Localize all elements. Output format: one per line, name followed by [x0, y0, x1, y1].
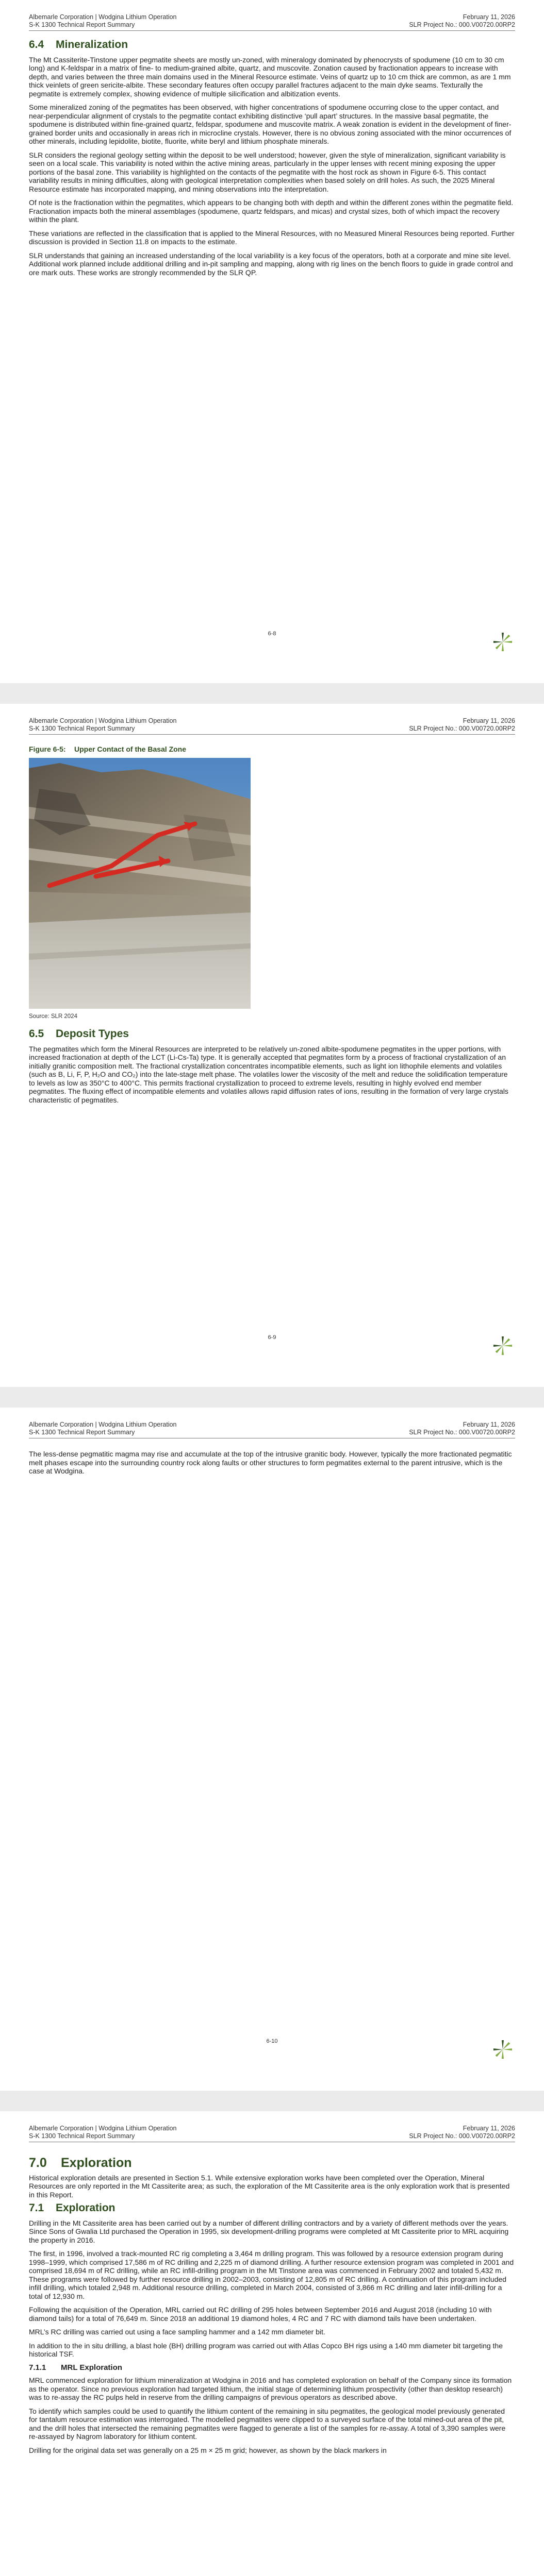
- header-project-no: SLR Project No.: 000.V00720.00RP2: [409, 1429, 515, 1436]
- header-date: February 11, 2026: [463, 1421, 515, 1428]
- page-body: [29, 41, 515, 282]
- page-body: [29, 1450, 515, 1481]
- page-header: [29, 2125, 515, 2140]
- header-date: February 11, 2026: [463, 13, 515, 21]
- subsubsection-title: MRL Exploration: [61, 2363, 122, 2372]
- paragraph: MRL’s RC drilling was carried out using a face sampling hammer and a 142 mm diameter bit.: [29, 2328, 325, 2336]
- section-title: Deposit Types: [56, 1028, 129, 1040]
- subsection-heading-exploration: [29, 2204, 515, 2213]
- section-title: Exploration: [61, 2156, 132, 2170]
- paragraph: The less-dense pegmatitic magma may rise and accumulate at the top of the intrusive granitic body. However, typically the more fractionated pegmatitic melt phases escape into the surrounding country rock along faults or other structures to form pegmatites external to the parent intrusive, which is the case at Wodgina.: [29, 1450, 512, 1475]
- header-report-type: S-K 1300 Technical Report Summary: [29, 1429, 135, 1436]
- document-page-2: [0, 704, 544, 1387]
- figure-number: Figure 6-5:: [29, 745, 66, 753]
- section-number: 7.0: [29, 2156, 47, 2170]
- document-page-3: [0, 1408, 544, 2091]
- header-company: Albemarle Corporation | Wodgina Lithium Operation: [29, 717, 177, 724]
- slr-logo-icon: [491, 2038, 514, 2061]
- subsection-title: Exploration: [56, 2202, 116, 2214]
- figure-caption: [29, 745, 515, 754]
- page-number: 6-9: [268, 1334, 276, 1341]
- document-page-1: [0, 0, 544, 683]
- pit-wall-photograph: [29, 758, 251, 1009]
- header-report-type: S-K 1300 Technical Report Summary: [29, 21, 135, 28]
- header-report-type: S-K 1300 Technical Report Summary: [29, 725, 135, 732]
- section-title: Mineralization: [56, 39, 128, 50]
- section-heading-deposit-types: [29, 1030, 515, 1039]
- section-number: 6.5: [29, 1028, 44, 1040]
- header-company: Albemarle Corporation | Wodgina Lithium Operation: [29, 2125, 177, 2132]
- subsection-number: 7.1: [29, 2202, 44, 2214]
- header-project-no: SLR Project No.: 000.V00720.00RP2: [409, 725, 515, 732]
- page-body: [29, 2156, 515, 2460]
- subsubsection-heading-mrl-exploration: [29, 2364, 515, 2372]
- paragraph: The pegmatites which form the Mineral Resources are interpreted to be relatively un-zoned albite-spodumene pegmatites in the upper portions, with increased fractionation at depth of the LCT (Li-Cs-Ta) type. It is generally accepted that pegmatites form by a process of fractional crystallization of an initially granitic composition melt. The fractional crystallization concentrates incompatible elements, such as light ion lithophile elements and volatiles (such as B, Li, F, P, H₂O and CO₂) into the late-stage melt phase. The volatiles lower the viscosity of the melt and reduce the solidification temperature to levels as low as 350°C to 400°C. This permits fractional crystallization to proceed to extreme levels, resulting in highly evolved end member pegmatites. The fluxing effect of incompatible elements and volatiles allows rapid diffusion rates of ions, resulting in the formation of very large crystals characteristic of pegmatites.: [29, 1044, 508, 1104]
- header-company: Albemarle Corporation | Wodgina Lithium Operation: [29, 13, 177, 21]
- paragraph: To identify which samples could be used to quantify the lithium content of the remaining in situ pegmatites, the geological model previously generated for tantalum resource estimation was interrogated. The modelled pegmatites were clipped to a surveyed surface of the total mined-out area of the pit, and the drill holes that intersected the remaining pegmatites were flagged to generate a list of the samples for re-assay. A total of 3,390 samples were re-assayed by Nagrom laboratory for lithium content.: [29, 2406, 506, 2441]
- page-header: [29, 13, 515, 29]
- paragraph: SLR understands that gaining an increased understanding of the local variability is a key focus of the operators, both at a corporate and mine site level. Additional work planned include additional drilling and in-pit sampling and mapping, along with rig lines on the bench floors to guide in grade control and ore mark outs. These works are strongly recommended by the SLR QP.: [29, 251, 513, 277]
- header-project-no: SLR Project No.: 000.V00720.00RP2: [409, 21, 515, 28]
- paragraph: Some mineralized zoning of the pegmatites has been observed, with higher concentrations of spodumene occurring close to the upper contact, and near-perpendicular alignment of crystals to the pegmatite contact exhibiting distinctive ‘pull apart’ structures. In the massive basal pegmatite, the spodumene is distributed within fine-grained quartz, feldspar, spodumene and muscovite matrix. A weak zonation is evident in the development of finer-grained border units and occasionally in areas rich in microcline crystals. However, there is no obvious zoning associated with the minor occurrences of other minerals, including lepidolite, biotite, fluorite, white beryl and lithium phosphate minerals.: [29, 103, 512, 145]
- basal-zone-photo: [29, 758, 251, 1009]
- page-header: [29, 1421, 515, 1436]
- section-number: 6.4: [29, 39, 44, 50]
- header-company: Albemarle Corporation | Wodgina Lithium Operation: [29, 1421, 177, 1428]
- header-date: February 11, 2026: [463, 717, 515, 724]
- figure-source: Source: SLR 2024: [29, 1013, 77, 1020]
- header-project-no: SLR Project No.: 000.V00720.00RP2: [409, 2132, 515, 2140]
- section-heading-exploration: [29, 2156, 515, 2170]
- paragraph: Of note is the fractionation within the pegmatites, which appears to be changing both with depth and within the different zones within the pegmatite field. Fractionation impacts both the mineral assemblages (spodumene, quartz feldspars, and micas) and crystal sizes, both of which impact the recovery within the plant.: [29, 198, 514, 224]
- slr-logo-icon: [491, 631, 514, 653]
- paragraph: These variations are reflected in the classification that is applied to the Mineral Resources, with no Measured Mineral Resources being reported. Further discussion is provided in Section 11.8 on impacts to the estimate.: [29, 229, 515, 246]
- header-rule: [29, 734, 515, 735]
- header-date: February 11, 2026: [463, 2125, 515, 2132]
- document-page-4: [0, 2111, 544, 2576]
- page-header: [29, 717, 515, 733]
- header-report-type: S-K 1300 Technical Report Summary: [29, 2132, 135, 2140]
- paragraph: Historical exploration details are presented in Section 5.1. While extensive exploration works have been completed over the Operation, Mineral Resources are only reported in the Mt Cassiterite area; as such, the exploration of the Mt Cassiterite area is the only exploration work that is presented in this Report.: [29, 2173, 510, 2199]
- paragraph: Drilling in the Mt Cassiterite area has been carried out by a number of different drilling contractors and by a variety of different methods over the years. Since Sons of Gwalia Ltd purchased the Operation in 1995, six development-drilling programs were completed at Mt Cassiterite prior to MRL acquiring the property in 2016.: [29, 2218, 509, 2244]
- header-rule: [29, 30, 515, 31]
- paragraph: Drilling for the original data set was generally on a 25 m × 25 m grid; however, as shown by the black markers in: [29, 2446, 387, 2454]
- subsubsection-number: 7.1.1: [29, 2363, 46, 2372]
- paragraph: The Mt Cassiterite-Tinstone upper pegmatite sheets are mostly un-zoned, with mineralogy dominated by phenocrysts of spodumene (10 cm to 30 cm long) and K-feldspar in a matrix of fine- to medium-grained albite, quartz, and muscovite. Zonation caused by fractionation appears to increase with depth, and varies between the three main domains used in the Mineral Resource estimate. Veins of quartz up to 10 cm thick are common, as are 1 mm thick veinlets of green sericite-albite. These secondary features often occupy parallel fractures adjacent to the main dyke seams. Texturally the pegmatite is extremely complex, showing evidence of multiple silicification and albitization events.: [29, 55, 511, 98]
- section-heading-mineralization: [29, 41, 515, 49]
- page-number: 6-8: [268, 631, 276, 637]
- paragraph: In addition to the in situ drilling, a blast hole (BH) drilling program was carried out with Atlas Copco BH rigs using a 140 mm diameter bit targeting the historical TSF.: [29, 2341, 503, 2358]
- paragraph: MRL commenced exploration for lithium mineralization at Wodgina in 2016 and has completed exploration on behalf of the Company since its formation as the operator. Since no previous exploration had targeted lithium, the initial stage of determining lithium prospectivity (other than desktop research) was to re-assay the RC pulps held in reserve from the drilling campaigns of previous operators as described above.: [29, 2376, 512, 2401]
- page-body: [29, 745, 515, 1109]
- paragraph: The first, in 1996, involved a track-mounted RC rig completing a 3,464 m drilling program. This was followed by a resource extension program during 1998–1999, which comprised 17,586 m of RC drilling and 2,225 m of diamond drilling. A further resource extension program was completed in 2001 and comprised 18,694 m of RC drilling, while an RC infill-drilling program in the Mt Tinstone area was commenced in February 2002 and totaled 5,432 m. These programs were followed by further resource drilling in 2002–2003, consisting of 12,805 m of RC drilling. A continuation of this program included infill drilling, which totaled 2,948 m. Additional resource drilling, completed in March 2004, consisted of 3,866 m RC drilling and later infill-drilling for a total of 12,930 m.: [29, 2249, 514, 2300]
- paragraph: Following the acquisition of the Operation, MRL carried out RC drilling of 295 holes between September 2016 and August 2018 (including 10 with diamond tails) for a total of 76,649 m. Since 2018 an additional 19 diamond holes, 4 RC and 7 RC with diamond tails have been undertaken.: [29, 2306, 492, 2323]
- page-number: 6-10: [266, 2038, 278, 2044]
- slr-logo-icon: [491, 1334, 514, 1357]
- paragraph: SLR considers the regional geology setting within the deposit to be well understood; however, given the style of mineralization, significant variability is seen on a local scale. This variability is noted within the active mining areas, particularly in the upper lenses with recent mining exposing the upper portions of the basal zone. This variability is highlighted on the contacts of the pegmatite with the host rock as shown in Figure 6-5. This contact variability results in mining difficulties, along with geological interpretation complexities when based solely on drill holes. As such, the 2025 Mineral Resource estimate has incorporated mapping, and mining observations into the interpretation.: [29, 150, 506, 193]
- figure-title: Upper Contact of the Basal Zone: [74, 745, 187, 753]
